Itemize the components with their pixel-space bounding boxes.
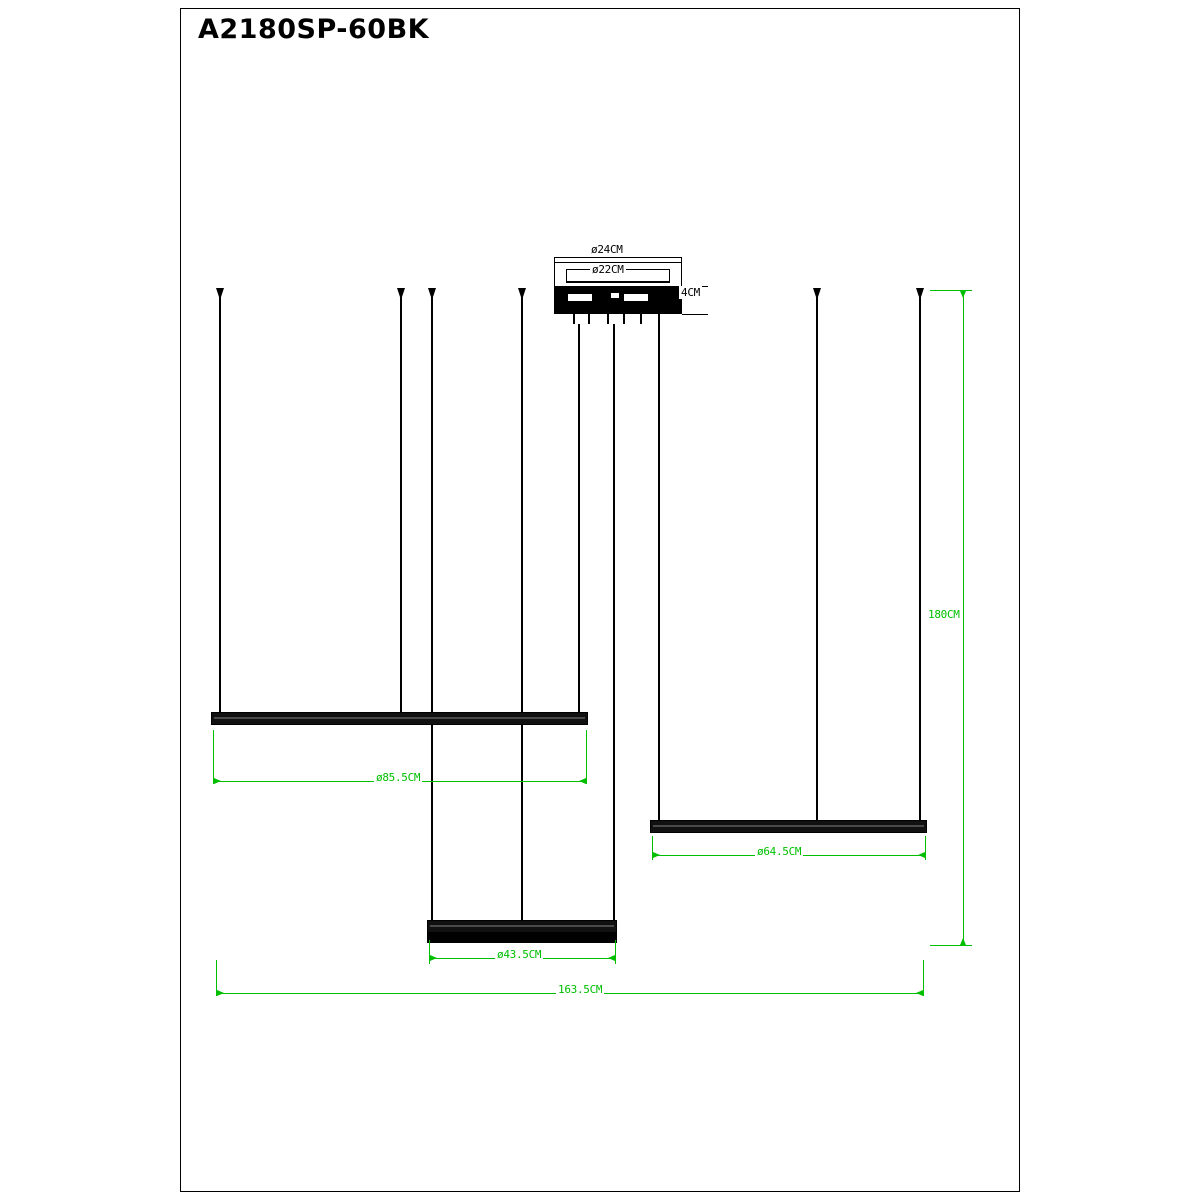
light-bar-small-highlight (430, 925, 614, 927)
canopy-terminal-center (611, 293, 619, 298)
canopy-lead-1 (573, 314, 575, 324)
page-title: A2180SP-60BK (198, 14, 430, 45)
ring-medium-dim: ø64.5CM (757, 845, 802, 858)
suspension-wire-2 (400, 290, 402, 714)
overall-width-dim: 163.5CM (558, 983, 603, 996)
large-arrow-left (214, 778, 221, 784)
suspension-wire-3 (431, 290, 433, 924)
suspension-wire-6 (613, 324, 615, 922)
canopy-inner-leader (566, 281, 670, 282)
canopy-lead-3 (607, 314, 609, 324)
canopy-outer-dim: ø24CM (591, 243, 623, 256)
canopy-lead-4 (623, 314, 625, 324)
ring-small-dim: ø43.5CM (497, 948, 542, 961)
ring-large-dim: ø85.5CM (376, 771, 421, 784)
small-arrow-right (608, 955, 615, 961)
medium-arrow-left (653, 852, 660, 858)
suspension-wire-8 (816, 290, 818, 823)
canopy-lead-2 (588, 314, 590, 324)
suspension-wire-7 (658, 290, 660, 823)
small-arrow-left (430, 955, 437, 961)
large-arrow-right (579, 778, 586, 784)
overall-arrow-right (916, 990, 923, 996)
large-ext-left (213, 730, 214, 784)
drop-arrow-top (960, 291, 966, 298)
drop-extension-bottom (930, 945, 972, 946)
drop-arrow-bottom (960, 938, 966, 945)
light-bar-small-base (427, 933, 617, 943)
suspension-wire-9 (919, 290, 921, 823)
suspension-wire-5 (578, 324, 580, 714)
overall-ext-right (923, 960, 924, 996)
small-ext-right (615, 940, 616, 964)
canopy-terminal-right (624, 294, 648, 301)
canopy-height-dim: 4CM (681, 286, 700, 299)
light-bar-medium-highlight (653, 825, 924, 827)
suspension-wire-4 (521, 290, 523, 924)
medium-arrow-right (918, 852, 925, 858)
large-ext-right (586, 730, 587, 784)
drawing-frame (180, 8, 1020, 1192)
suspension-wire-1 (219, 290, 221, 714)
canopy-terminal-left (568, 294, 592, 301)
drop-dim-line (963, 290, 964, 945)
light-bar-large-highlight (214, 717, 585, 719)
medium-ext-right (925, 836, 926, 860)
overall-arrow-left (217, 990, 224, 996)
drop-height-dim: 180CM (928, 608, 960, 621)
canopy-height-leader-bottom (682, 314, 708, 315)
canopy-inner-dim: ø22CM (592, 263, 624, 276)
canopy-lead-5 (640, 314, 642, 324)
